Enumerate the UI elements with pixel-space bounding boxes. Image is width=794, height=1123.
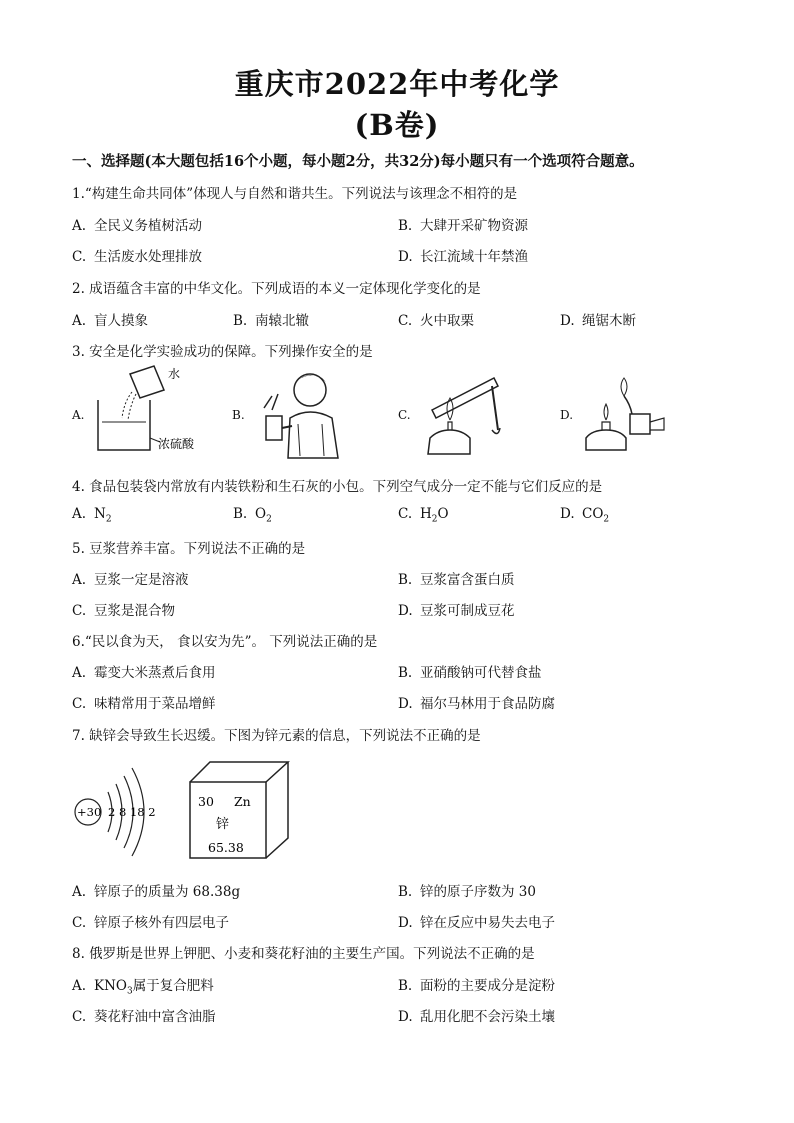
question-3: 3. 安全是化学实验成功的保障。下列操作安全的是 — [72, 344, 373, 360]
q3-label-c: C. — [398, 408, 411, 422]
nucleus-charge: +30 — [77, 805, 102, 819]
page-title: 重庆市2022年中考化学 — [234, 67, 560, 101]
q1-option-d: D. 长江流域十年禁渔 — [398, 249, 528, 265]
zinc-element-cell — [188, 760, 290, 860]
atomic-mass: 65.38 — [208, 840, 244, 855]
q2-option-a: A. 盲人摸象 — [72, 313, 148, 329]
q7-option-d: D. 锌在反应中易失去电子 — [398, 915, 555, 931]
dilution-beaker-figure — [88, 362, 208, 457]
q1-option-b: B. 大肆开采矿物资源 — [398, 218, 528, 234]
zinc-atom-structure-figure — [72, 752, 172, 862]
q4-option-d: D. $CO_2$ — [560, 506, 610, 525]
q1-option-a: A. 全民义务植树活动 — [72, 218, 202, 234]
element-symbol: Zn — [234, 794, 251, 809]
question-5: 5. 豆浆营养丰富。下列说法不正确的是 — [72, 541, 306, 557]
q3-label-a: A. — [72, 408, 85, 422]
q2-option-b: B. 南辕北辙 — [233, 313, 309, 329]
electron-shells: 2 8 18 2 — [108, 805, 156, 819]
atomic-number: 30 — [198, 794, 214, 809]
section-heading: 一、选择题(本大题包括16个小题，每小题2分，共32分)每小题只有一个选项符合题意。 — [72, 153, 644, 170]
q4-option-c: C. $H_2O$ — [398, 506, 449, 525]
q5-option-b: B. 豆浆富含蛋白质 — [398, 572, 515, 588]
water-label: 水 — [168, 367, 181, 381]
question-8: 8. 俄罗斯是世界上钾肥、小麦和葵花籽油的主要生产国。下列说法不正确的是 — [72, 946, 535, 962]
question-6: 6.“民以食为天， 食以安为先”。 下列说法正确的是 — [72, 634, 378, 650]
q4-option-b: B. $O_2$ — [233, 506, 272, 525]
question-1: 1.“构建生命共同体”体现人与自然和谐共生。下列说法与该理念不相符的是 — [72, 186, 518, 202]
element-name: 锌 — [216, 817, 230, 832]
question-7: 7. 缺锌会导致生长迟缓。下图为锌元素的信息，下列说法不正确的是 — [72, 728, 481, 744]
q5-option-d: D. 豆浆可制成豆花 — [398, 603, 515, 619]
q6-option-a: A. 霉变大米蒸煮后食用 — [72, 665, 216, 681]
q6-option-b: B. 亚硝酸钠可代替食盐 — [398, 665, 542, 681]
acid-label: 浓硫酸 — [158, 437, 195, 451]
heating-test-tube-figure — [418, 360, 518, 460]
q8-option-c: C. 葵花籽油中富含油脂 — [72, 1009, 216, 1025]
smelling-gas-figure — [252, 368, 347, 460]
q2-option-d: D. 绳锯木断 — [560, 313, 636, 329]
q8-option-b: B. 面粉的主要成分是淀粉 — [398, 978, 555, 994]
q4-option-a: A. $N_2$ — [72, 506, 112, 525]
q2-option-c: C. 火中取栗 — [398, 313, 474, 329]
q7-option-a: A. 锌原子的质量为 68.38g — [72, 884, 241, 900]
q3-label-b: B. — [232, 408, 245, 422]
lighting-lamp-figure — [580, 374, 670, 456]
question-2: 2. 成语蕴含丰富的中华文化。下列成语的本义一定体现化学变化的是 — [72, 281, 481, 297]
question-4: 4. 食品包装袋内常放有内装铁粉和生石灰的小包。下列空气成分一定不能与它们反应的是 — [72, 479, 603, 495]
q6-option-d: D. 福尔马林用于食品防腐 — [398, 696, 555, 712]
q6-option-c: C. 味精常用于菜品增鲜 — [72, 696, 216, 712]
q7-option-c: C. 锌原子核外有四层电子 — [72, 915, 229, 931]
q1-option-c: C. 生活废水处理排放 — [72, 249, 202, 265]
q7-option-b: B. 锌的原子序数为 30 — [398, 884, 536, 900]
q5-option-c: C. 豆浆是混合物 — [72, 603, 175, 619]
page-subtitle: (B卷) — [354, 108, 440, 142]
q8-option-a: A. $KNO_3$属于复合肥料 — [72, 978, 214, 997]
q3-label-d: D. — [560, 408, 574, 422]
q8-option-d: D. 乱用化肥不会污染土壤 — [398, 1009, 555, 1025]
q5-option-a: A. 豆浆一定是溶液 — [72, 572, 189, 588]
